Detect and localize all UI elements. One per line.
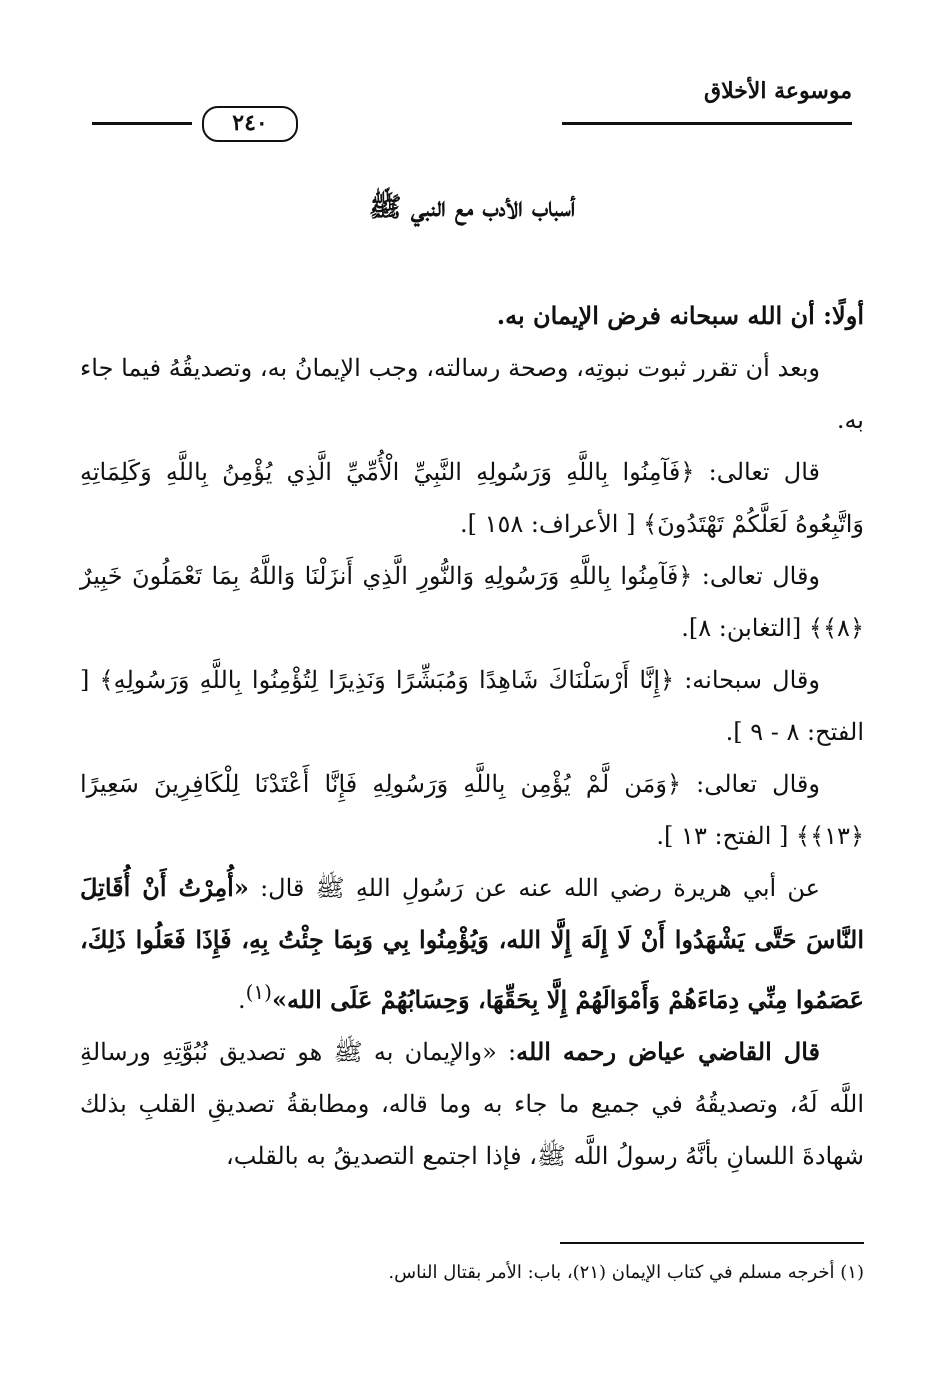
header-rule [562, 122, 852, 125]
paragraph-intro: وبعد أن تقرر ثبوت نبوتِه، وصحة رسالته، وجب الإيمانُ به، وتصديقُهُ فيما جاء به. [80, 354, 864, 434]
qadi-iyad-quote: : «والإيمان به ﷺ هو تصديق نُبُوَّتِهِ ورسالةِ اللَّه لَهُ، وتصديقُهُ في جميع ما جاء به وما قاله، ومطابقةُ تصديقِ القلبِ بذلك شهادةَ اللسانِ بأنَّهُ رسولُ اللَّه ﷺ، فإذا اجتمع التصديقُ به بالقلب، [80, 1038, 864, 1170]
header-rule-left [92, 122, 192, 125]
paragraph-qadi-iyad [80, 1026, 864, 1182]
qadi-iyad-name: قال القاضي عياض رحمه الله [516, 1037, 820, 1066]
hadith-intro: عن أبي هريرة رضي الله عنه عن رَسُولِ اللهِ ﷺ قال: [248, 874, 821, 902]
page-header [92, 78, 852, 138]
footnote: (١) أخرجه مسلم في كتاب الإيمان (٢١)، باب: الأمر بقتال الناس. [388, 1262, 864, 1283]
paragraph-verse-taghabun: وقال تعالى: ﴿فَآمِنُوا بِاللَّهِ وَرَسُولِهِ وَالنُّورِ الَّذِي أَنزَلْنَا وَاللَّهُ بِمَا تَعْمَلُونَ خَبِيرٌ ﴿٨﴾﴾ [التغابن: ٨]. [80, 562, 864, 642]
paragraph-verse-fath-13: وقال تعالى: ﴿وَمَن لَّمْ يُؤْمِن بِاللَّهِ وَرَسُولِهِ فَإِنَّا أَعْتَدْنَا لِلْكَافِرِينَ سَعِيرًا ﴿١٣﴾﴾ [ الفتح: ١٣ ]. [80, 770, 864, 850]
paragraph-first-reason: أولًا: أن الله سبحانه فرض الإيمان به. [496, 301, 864, 330]
footnote-divider [560, 1242, 864, 1244]
section-heading: أسباب الأدب مع النبي ﷺ [368, 192, 576, 223]
paragraph-hadith: عن أبي هريرة رضي الله عنه عن رَسُولِ اللهِ ﷺ قال: «أُمِرْتُ أَنْ أُقَاتِلَ النَّاسَ حَتَّى يَشْهَدُوا أَنْ لَا إِلَهَ إِلَّا الله، وَيُؤْمِنُوا بِي وَبِمَا جِئْتُ بِهِ، فَإِذَا فَعَلُوا ذَلِكَ، عَصَمُوا مِنِّي دِمَاءَهُمْ وَأَمْوَالَهُمْ إِلَّا بِحَقِّهَا، وَحِسَابُهُمْ عَلَى الله»$^{(١)}$. [80, 873, 864, 1014]
running-title: موسوعة الأخلاق [704, 78, 852, 104]
body-text [80, 290, 864, 1182]
footnote-ref[interactable]: (١) [245, 980, 272, 1004]
paragraph-verse-fath-8: وقال سبحانه: ﴿إِنَّا أَرْسَلْنَاكَ شَاهِدًا وَمُبَشِّرًا وَنَذِيرًا لِتُؤْمِنُوا بِاللَّهِ وَرَسُولِهِ﴾ [ الفتح: ٨ - ٩ ]. [80, 666, 864, 746]
page-number: ٢٤٠ [202, 106, 298, 142]
paragraph-verse-araf: قال تعالى: ﴿فَآمِنُوا بِاللَّهِ وَرَسُولِهِ النَّبِيِّ الْأُمِّيِّ الَّذِي يُؤْمِنُ بِاللَّهِ وَكَلِمَاتِهِ وَاتَّبِعُوهُ لَعَلَّكُمْ تَهْتَدُونَ﴾ [ الأعراف: ١٥٨ ]. [80, 458, 864, 538]
hadith-text: «أُمِرْتُ أَنْ أُقَاتِلَ النَّاسَ حَتَّى يَشْهَدُوا أَنْ لَا إِلَهَ إِلَّا الله، وَيُؤْمِنُوا بِي وَبِمَا جِئْتُ بِهِ، فَإِذَا فَعَلُوا ذَلِكَ، عَصَمُوا مِنِّي دِمَاءَهُمْ وَأَمْوَالَهُمْ إِلَّا بِحَقِّهَا، وَحِسَابُهُمْ عَلَى الله» [80, 873, 864, 1014]
